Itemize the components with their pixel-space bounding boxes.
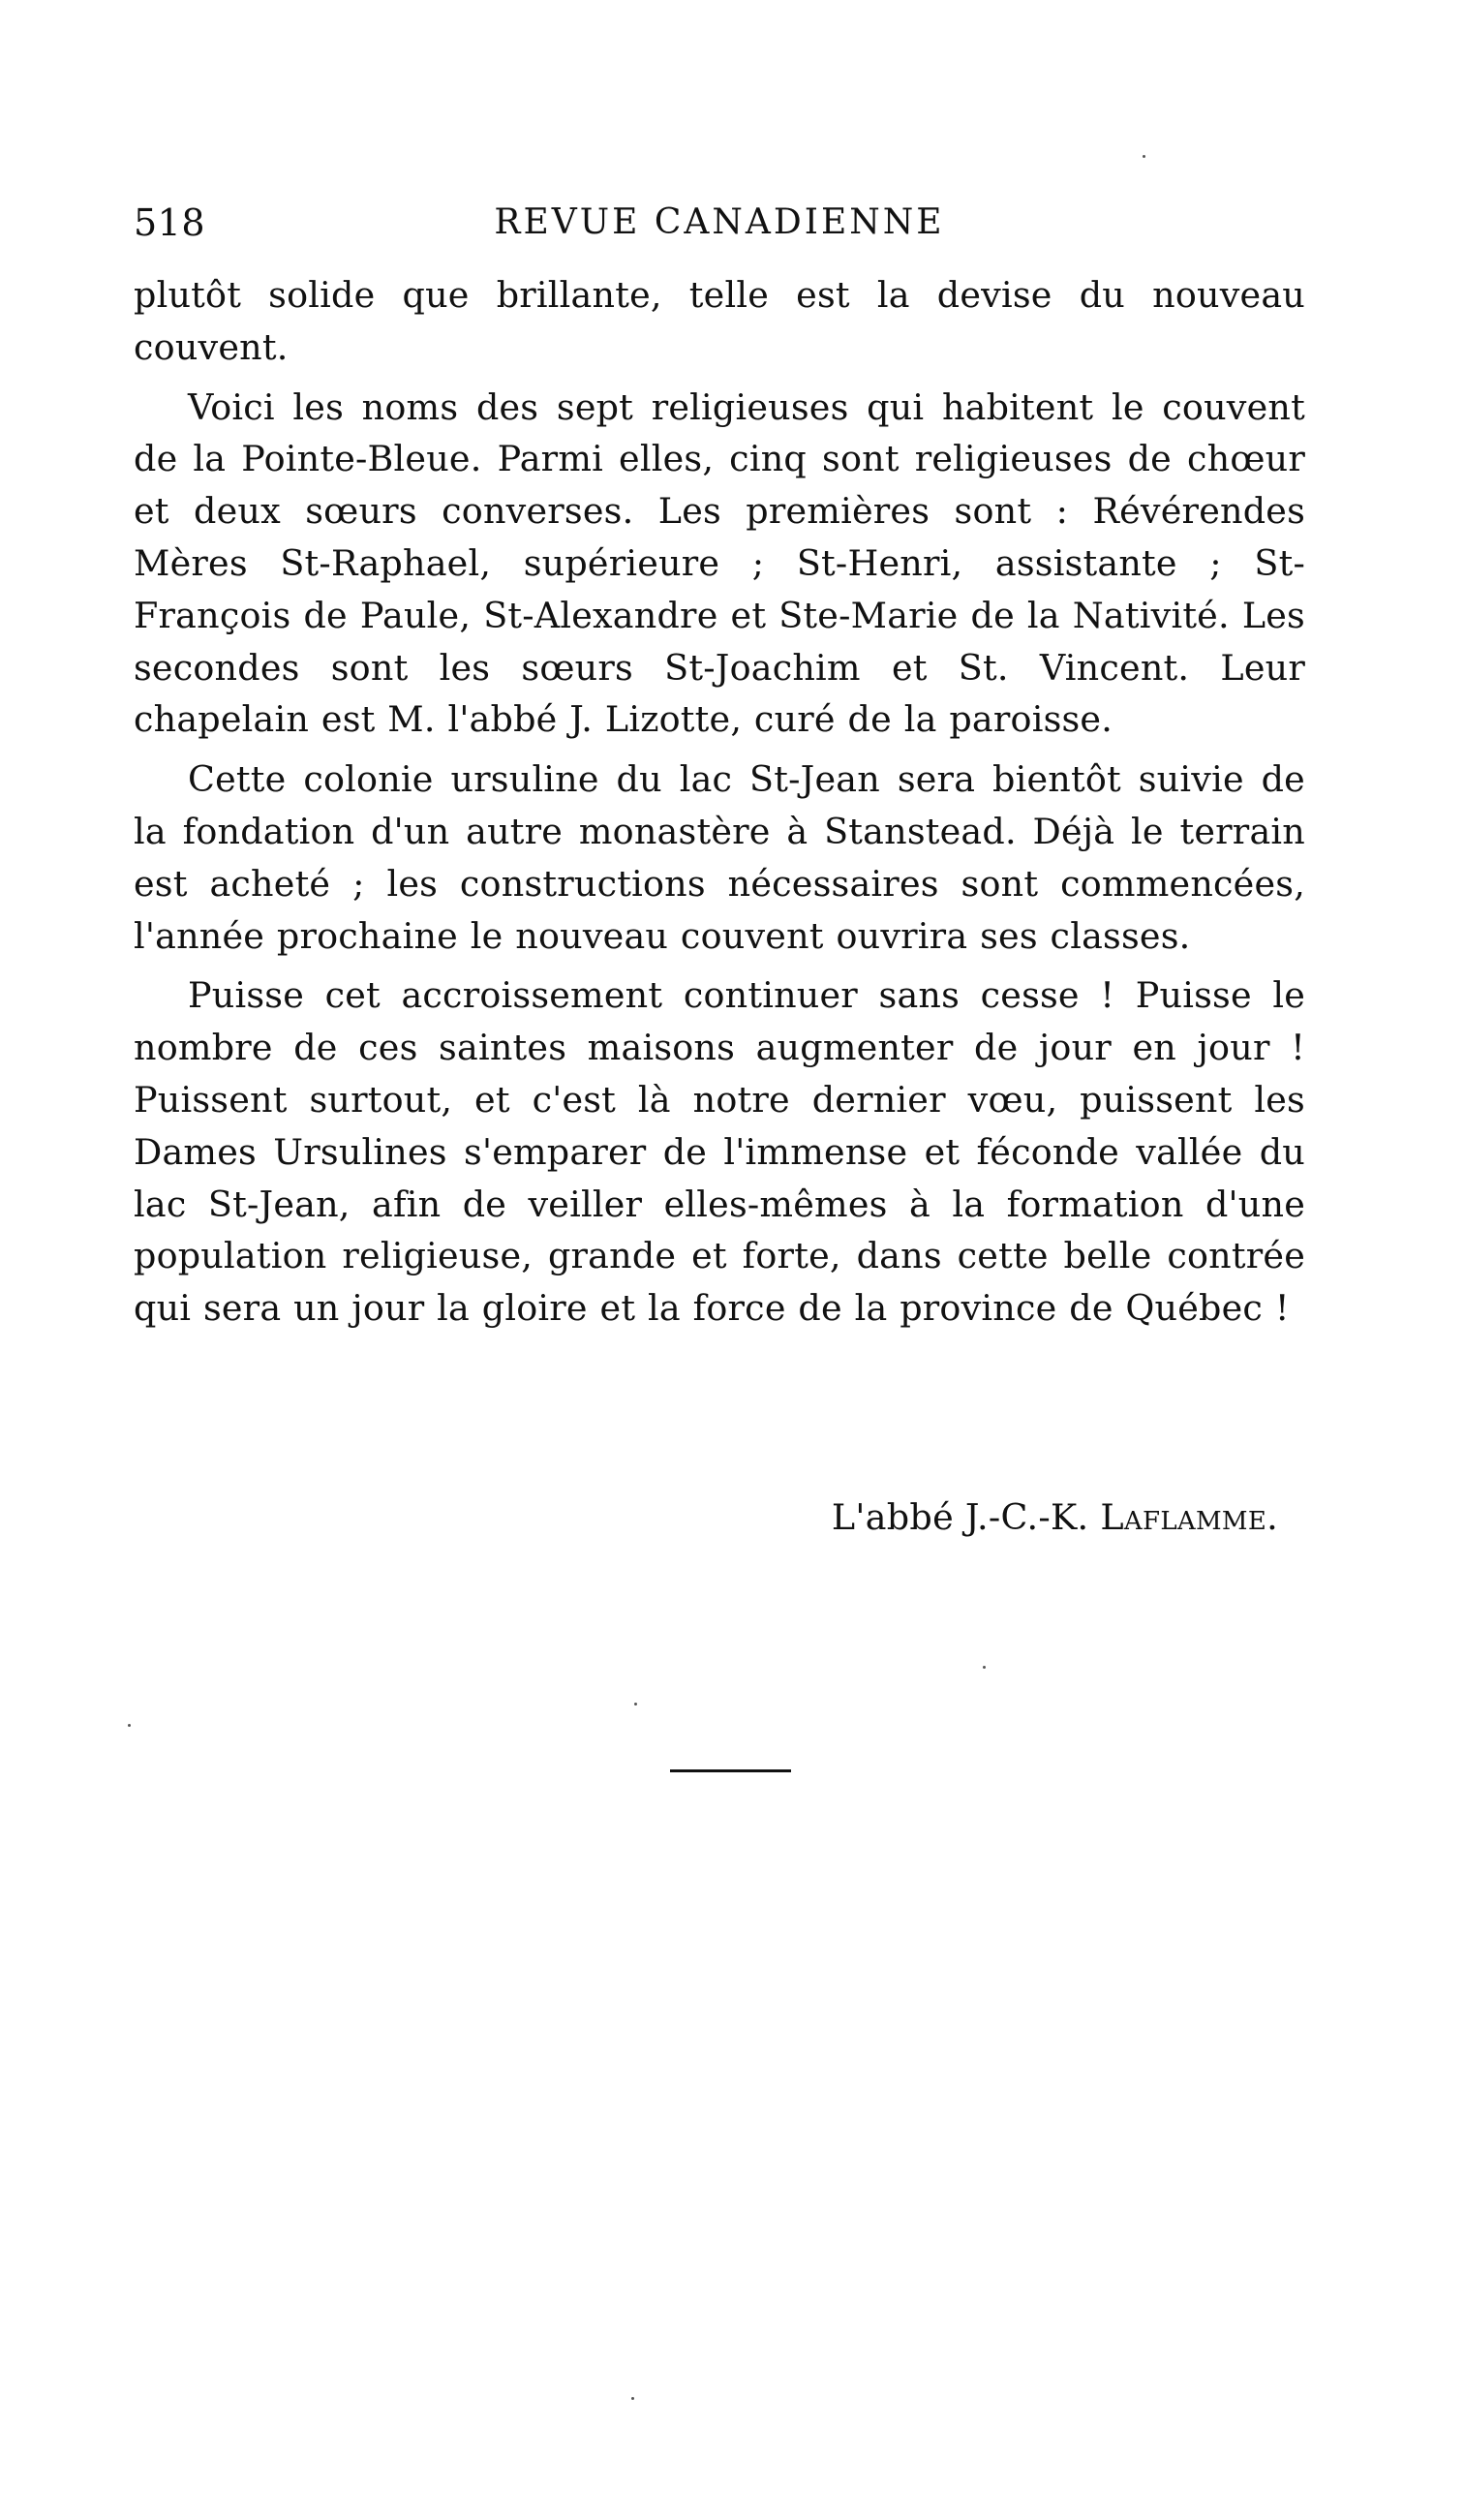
print-speck — [634, 1703, 637, 1706]
signature-surname: Laflamme. — [1100, 1496, 1278, 1538]
page-header — [134, 194, 1305, 252]
paragraph-stanstead: Cette colonie ursuline du lac St-Jean sera bientôt suivie de la fondation d'un autre monastère à Stanstead. Déjà le terrain est acheté ; les constructions nécessaires sont commencées, l'année prochaine le nouveau couvent ouvrira ses classes. — [134, 758, 1305, 957]
running-title: REVUE CANADIENNE — [494, 202, 945, 242]
print-speck — [1143, 155, 1145, 158]
print-speck — [128, 1724, 131, 1727]
article-body — [134, 269, 1305, 1342]
paragraph-conclusion: Puisse cet accroissement continuer sans cesse ! Puisse le nombre de ces saintes maisons augmenter de jour en jour ! Puissent surtout, et c'est là notre dernier vœu, puissent les Dames Ursulines s'emparer de l'immense et féconde vallée du lac St-Jean, afin de veiller elles-mêmes à la formation d'une population religieuse, grande et forte, dans cette belle contrée qui sera un jour la gloire et la force de la province de Québec ! — [134, 974, 1305, 1330]
author-signature — [134, 1491, 1278, 1544]
paragraph-religieuses: Voici les noms des sept religieuses qui habitent le couvent de la Pointe-Bleue. Parmi elles, cinq sont religieuses de chœur et deux sœurs converses. Les premières sont : Révérendes Mères St-Raphael, supérieure ; St-Henri, assistante ; St-François de Paule, St-Alexandre et Ste-Marie de la Nativité. Les secondes sont les sœurs St-Joachim et St. Vincent. Leur chapelain est M. l'abbé J. Lizotte, curé de la paroisse. — [134, 385, 1305, 741]
print-speck — [631, 2397, 634, 2400]
paragraph-continuation: plutôt solide que brillante, telle est la devise du nouveau couvent. — [134, 274, 1305, 368]
signature-prefix: L'abbé J.-C.-K. — [831, 1496, 1101, 1538]
end-rule-divider — [670, 1769, 791, 1772]
print-speck — [983, 1666, 986, 1669]
page-number: 518 — [134, 201, 206, 244]
